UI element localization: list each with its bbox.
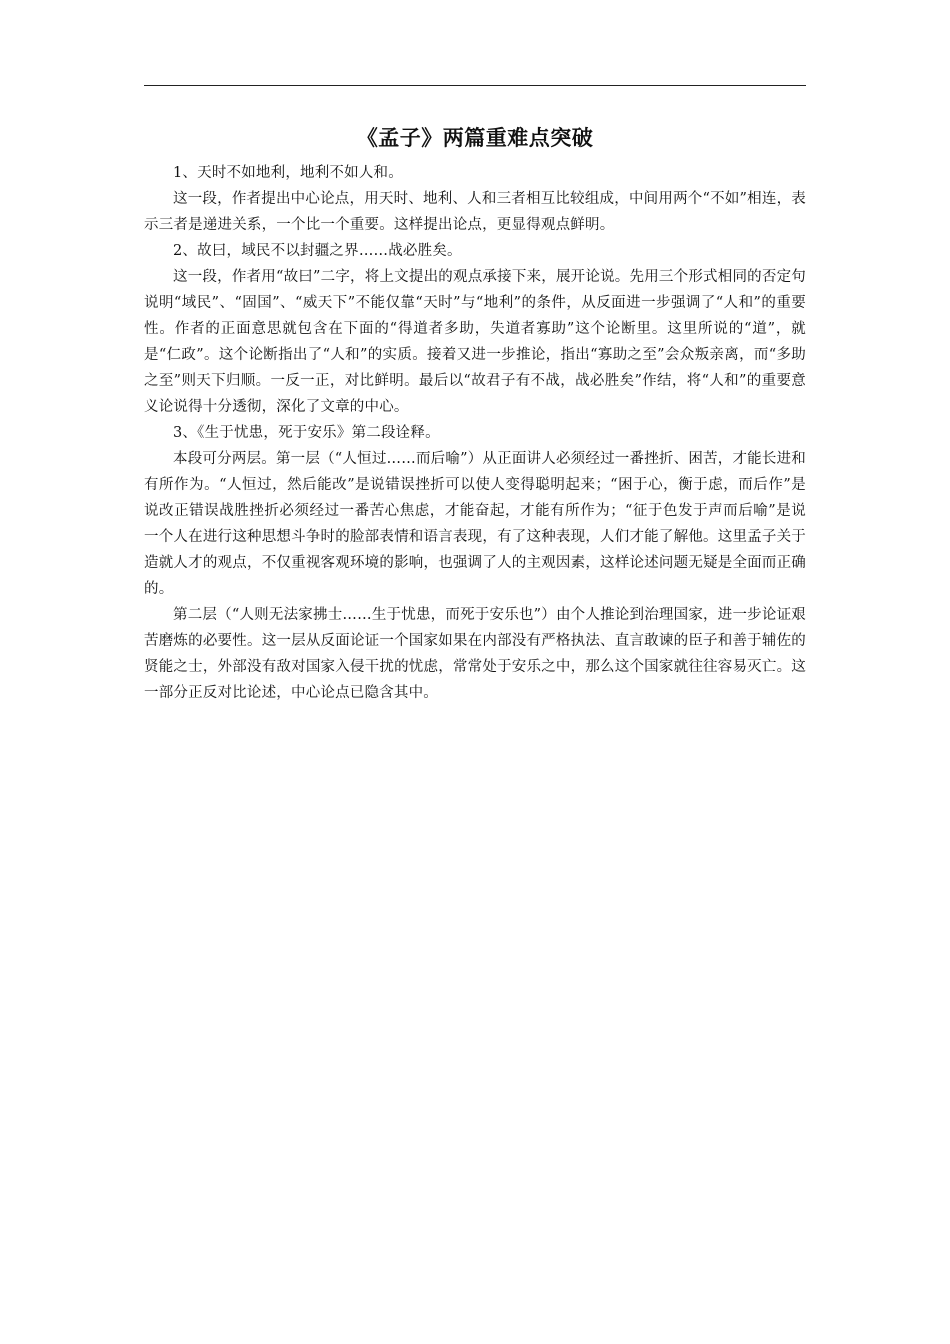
paragraph-3: 本段可分两层。第一层（“人恒过……而后喻”）从正面讲人必须经过一番挫折、困苦，才能长进和有所作为。“人恒过，然后能改”是说错误挫折可以使人变得聪明起来；“困于心，衡于虑，而后作”是说改正错误战胜挫折必须经过一番苦心焦虑，才能奋起，才能有所作为；“征于色发于声而后喻”是说一个人在进行这种思想斗争时的脸部表情和语言表现，有了这种表现，人们才能了解他。这里孟子关于造就人才的观点，不仅重视客观环境的影响，也强调了人的主观因素，这样论述问题无疑是全面而正确的。 [144, 451, 806, 597]
paragraph-4: 第二层（“人则无法家拂士……生于忧患，而死于安乐也”）由个人推论到治理国家，进一步论证艰苦磨炼的必要性。这一层从反面论证一个国家如果在内部没有严格执法、直言敢谏的臣子和善于辅佐的贤能之士，外部没有敌对国家入侵干扰的忧虑，常常处于安乐之中，那么这个国家就往往容易灭亡。这一部分正反对比论述，中心论点已隐含其中。 [144, 607, 806, 701]
document-body [144, 118, 806, 706]
paragraph-2: 这一段，作者用“故曰”二字，将上文提出的观点承接下来，展开论说。先用三个形式相同的否定句说明“域民”、“固国”、“威天下”不能仅靠“天时”与“地利”的条件，从反面进一步强调了“人和”的重要性。作者的正面意思就包含在下面的“得道者多助，失道者寡助”这个论断里。这里所说的“道”，就是“仁政”。这个论断指出了“人和”的实质。接着又进一步推论，指出“寡助之至”会众叛亲离，而“多助之至”则天下归顺。一反一正，对比鲜明。最后以“故君子有不战，战必胜矣”作结，将“人和”的重要意义论说得十分透彻，深化了文章的中心。 [144, 269, 806, 415]
section-heading-3: 3、《生于忧患，死于安乐》第二段诠释。 [173, 425, 440, 441]
header-divider [144, 85, 806, 86]
section-heading-1: 1、天时不如地利，地利不如人和。 [173, 165, 403, 181]
document-title: 《孟子》两篇重难点突破 [356, 125, 594, 150]
paragraph-1: 这一段，作者提出中心论点，用天时、地利、人和三者相互比较组成，中间用两个“不如”相连，表示三者是递进关系，一个比一个重要。这样提出论点，更显得观点鲜明。 [144, 191, 806, 233]
section-heading-2: 2、故曰，域民不以封疆之界……战必胜矣。 [173, 243, 462, 259]
